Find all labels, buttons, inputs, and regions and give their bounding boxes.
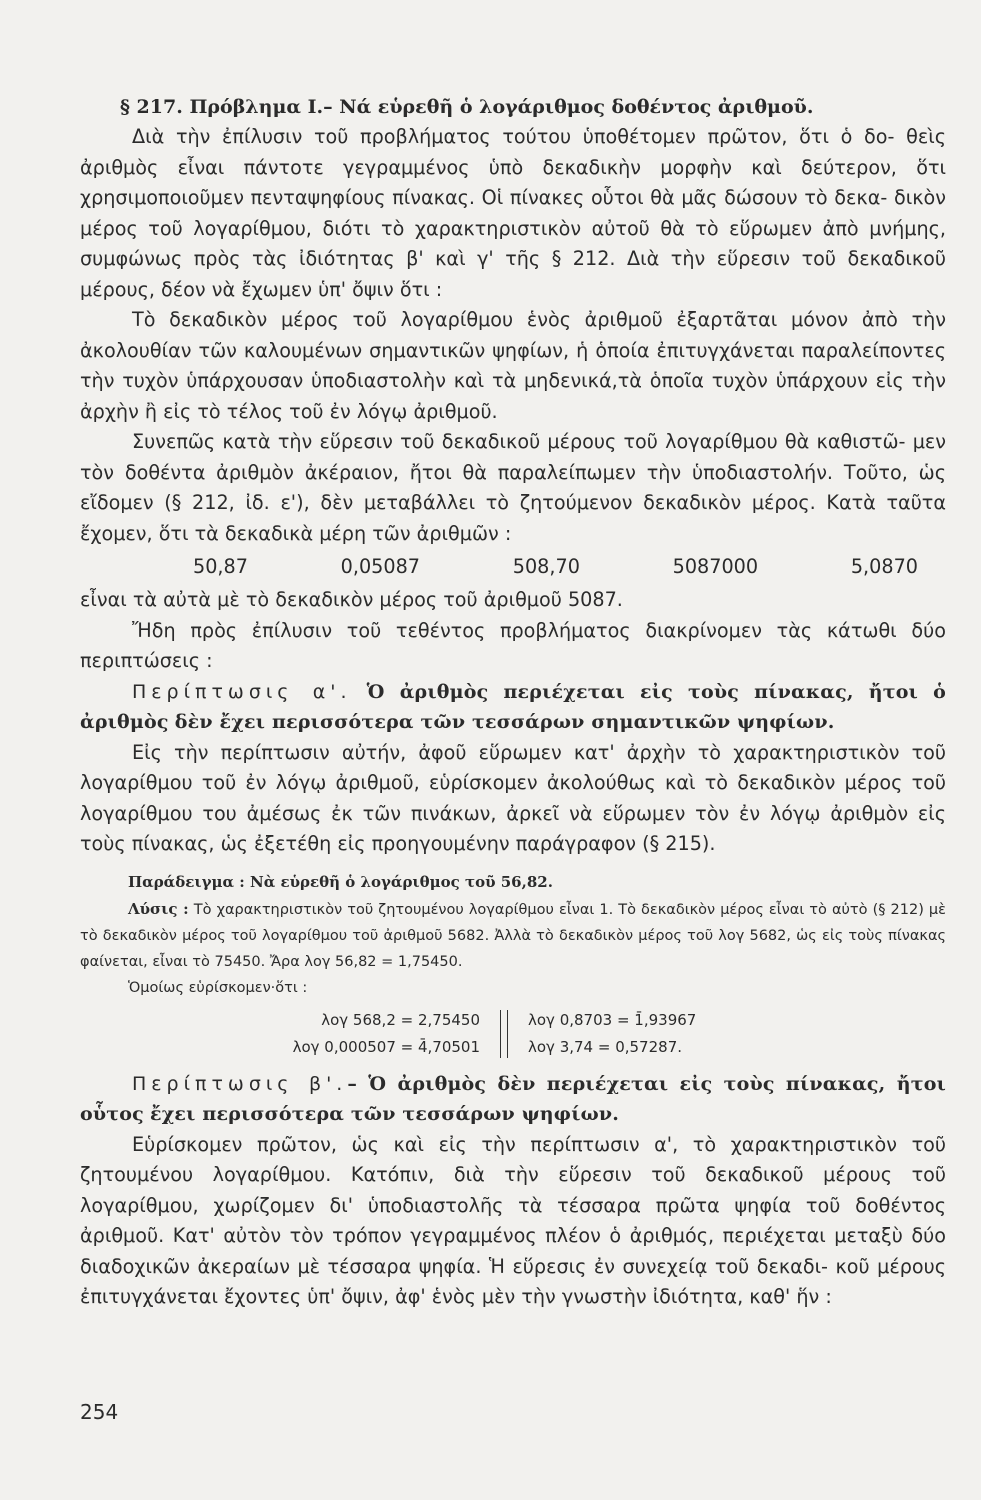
case-a-bold-1: Ὁ ἀριθμὸς περιέχεται εἰς τοὺς πίνακας, ἤτοι ὁ ἀριθμὸς [80, 680, 946, 733]
text-line: μνήμης, συμφώνως πρὸς τὰς ἰδιότητας β' καὶ γ' τῆς § 212. Διὰ τὴν εὕρεσιν τοῦ [80, 216, 947, 270]
equation: λογ 0,8703 = 1̄,93967 [528, 1010, 697, 1029]
example-numbers-row [80, 551, 946, 583]
text-line: τὸ αὐτὸ (§ 212) μὲ τὸ δεκαδικὸν μέρος τοῦ λογαρίθμου τοῦ ἀριθμοῦ 5682. Ἀλλὰ τὸ δεκαδικὸν [80, 901, 946, 944]
text-line: Κατὰ ταῦτα ἔχομεν, ὅτι τὰ δεκαδικὰ μέρη τῶν ἀριθμῶν : [80, 491, 946, 545]
text-line: παραλείποντες τὴν τυχὸν ὑπάρχουσαν ὑποδιαστολὴν καὶ τὰ μηδενικά,τὰ ὁποῖα [80, 338, 946, 392]
text-line: καθ' ἥν : [749, 1285, 832, 1308]
page-number: 254 [80, 1400, 119, 1424]
number-value: 5,0870 [850, 555, 918, 578]
intro-paragraph-2 [80, 305, 946, 427]
example-title: Παράδειγμα : Νὰ εὑρεθῆ ὁ λογάριθμος τοῦ 56,82. [128, 872, 553, 891]
text-line: Συνεπῶς κατὰ τὴν εὕρεσιν τοῦ δεκαδικοῦ μέρους τοῦ λογαρίθμου θὰ καθιστῶ- [132, 430, 906, 453]
equation: λογ 3,74 = 0,57287. [528, 1037, 682, 1056]
double-rule-divider [500, 1010, 508, 1058]
equation: λογ 0,000507 = 4̄,70501 [292, 1037, 480, 1056]
text-line: Ἤδη πρὸς ἐπίλυσιν τοῦ τεθέντος προβλήματος διακρίνομεν τὰς κάτωθι δύο [132, 618, 946, 642]
example-solution [80, 896, 946, 975]
case-b-bold-1: – Ὁ ἀριθμὸς δὲν περιέχεται εἰς τοὺς πίνακας, ἤτοι οὗτος [80, 1072, 946, 1125]
text-line: δύο διαδοχικῶν ἀκεραίων μὲ τέσσαρα ψηφία. Ἡ εὕρεσις ἐν συνεχείᾳ τοῦ δεκαδι- [80, 1224, 946, 1278]
text-line: κοῦ μέρους ἐπιτυγχάνεται ἔχοντες ὑπ' ὄψιν, ἀφ' ἑνὸς μὲν τὴν γνωστὴν ἰδιότητα, [80, 1254, 946, 1308]
case-b-paragraph [80, 1130, 946, 1313]
case-b-bold-2: ἔχει περισσότερα τῶν τεσσάρων ψηφίων. [149, 1103, 620, 1125]
case-a-paragraph [80, 738, 946, 860]
number-value: 50,87 [193, 555, 248, 578]
text-line: τοῦ λογαρίθμου τοῦ ἐν λόγῳ ἀριθμοῦ, εὑρίσκομεν ἀκολούθως καὶ τὸ δεκαδικὸν [80, 740, 946, 794]
intro-paragraph-3 [80, 427, 946, 549]
text-line: Εὑρίσκομεν πρῶτον, ὡς καὶ εἰς τὴν περίπτωσιν α', τὸ χαρακτηριστικὸν [132, 1132, 897, 1156]
text-line: Εἰς τὴν περίπτωσιν αὐτήν, ἀφοῦ εὕρωμεν κατ' ἀρχὴν τὸ χαρακτηριστικὸν [132, 740, 900, 764]
text-line: ἀριθμὸν εἰς τοὺς πίνακας, ὡς ἐξετέθη εἰς προηγουμένην παράγραφον (§ 215). [80, 801, 946, 855]
text-line: χρησιμοποιοῦμεν πενταψηφίους πίνακας. Οἱ πίνακες οὗτοι θὰ μᾶς δώσουν τὸ δεκα- [80, 186, 888, 209]
text-line: Διὰ τὴν ἐπίλυσιν τοῦ προβλήματος τούτου ὑποθέτομεν πρῶτον, ὅτι ὁ δο- [132, 125, 895, 148]
text-line: τυχὸν ὑπάρχουν εἰς τὴν ἀρχὴν ἢ εἰς τὸ τέλος τοῦ ἐν λόγῳ ἀριθμοῦ. [80, 369, 946, 423]
case-b-label: Περίπτωσις β'. [132, 1072, 348, 1095]
text-line: Τὸ χαρακτηριστικὸν τοῦ ζητουμένου λογαρίθμου εἶναι 1. Τὸ δεκαδικὸν μέρος εἶναι [188, 901, 805, 918]
equation: λογ 568,2 = 2,75450 [321, 1010, 480, 1029]
text-line: μέρος τοῦ λογαρίθμου του ἀμέσως ἐκ τῶν πινάκων, ἀρκεῖ νὰ εὕρωμεν τὸν ἐν λόγῳ [80, 771, 946, 825]
number-value: 5087000 [672, 555, 759, 578]
text-line: μεν τὸν δοθέντα ἀριθμὸν ἀκέραιον, ἤτοι θὰ παραλείπωμεν τὴν ὑποδιαστολήν. [80, 430, 946, 484]
equations-right-column [508, 1007, 696, 1061]
text-line: λογαρίθμου, χωρίζομεν δι' ὑποδιαστολῆς τὰ τέσσαρα πρῶτα ψηφία τοῦ δοθέντος [80, 1193, 946, 1217]
text-line: περιπτώσεις : [80, 649, 213, 672]
example-similarly: Ὁμοίως εὑρίσκομεν·ὅτι : [128, 979, 308, 996]
intro-paragraph-4: εἶναι τὰ αὐτὰ μὲ τὸ δεκαδικὸν μέρος τοῦ ἀριθμοῦ 5087. [80, 588, 623, 611]
text-line: δικὸν μέρος τοῦ λογαρίθμου, διότι τὸ χαρακτηριστικὸν αὐτοῦ θὰ τὸ εὕρωμεν ἀπὸ [80, 186, 946, 240]
text-line: ἀριθμοῦ. Κατ' αὐτὸν τὸν τρόπον γεγραμμένος πλέον ὁ ἀριθμός, περιέχεται μεταξὺ [80, 1224, 903, 1247]
example-block [80, 868, 946, 1061]
page-content [80, 92, 946, 1313]
text-line: Τοῦτο, ὡς εἴδομεν (§ 212, ἰδ. ε'), δὲν μεταβάλλει τὸ ζητούμενον δεκαδικὸν μέρος. [80, 460, 946, 514]
section-heading: § 217. Πρόβλημα Ι.– Νά εὑρεθῆ ὁ λογάριθμος δοθέντος ἀριθμοῦ. [120, 96, 814, 118]
intro-paragraph-1 [80, 122, 946, 305]
equations-left-column [80, 1007, 500, 1061]
text-line: τοῦ ζητουμένου λογαρίθμου. Κατόπιν, διὰ τὴν εὕρεσιν τοῦ δεκαδικοῦ μέρους τοῦ [80, 1132, 946, 1186]
case-a-heading [80, 677, 946, 738]
intro-paragraph-5 [80, 616, 946, 677]
case-a-label: Περίπτωσις α'. [132, 680, 352, 703]
solution-label: Λύσις : [128, 899, 189, 918]
case-a-bold-2: δὲν ἔχει περισσότερα τῶν τεσσάρων σημαντικῶν ψηφίων. [174, 711, 835, 733]
text-line: τὴν ἀκολουθίαν τῶν καλουμένων σημαντικῶν ψηφίων, ἡ ὁποία ἐπιτυγχάνεται [80, 308, 946, 362]
case-b-heading [80, 1069, 946, 1130]
text-line: Τὸ δεκαδικὸν μέρος τοῦ λογαρίθμου ἑνὸς ἀριθμοῦ ἐξαρτᾶται μόνον ἀπὸ [132, 308, 898, 331]
number-value: 0,05087 [340, 555, 421, 578]
number-value: 508,70 [512, 555, 580, 578]
equations-table [80, 1007, 946, 1061]
text-line: δεκαδικοῦ μέρους, δέον νὰ ἔχωμεν ὑπ' ὄψιν ὅτι : [80, 247, 946, 301]
text-line: θεὶς ἀριθμὸς εἶναι πάντοτε γεγραμμένος ὑπὸ δεκαδικὴν μορφὴν καὶ δεύτερον, ὅτι [80, 125, 946, 179]
text-line: μέρος τοῦ λογ 5682, ὡς εἰς τοὺς πίνακας φαίνεται, εἶναι τὸ 75450. Ἄρα λογ 56,82 = 1,75450. [80, 927, 947, 970]
